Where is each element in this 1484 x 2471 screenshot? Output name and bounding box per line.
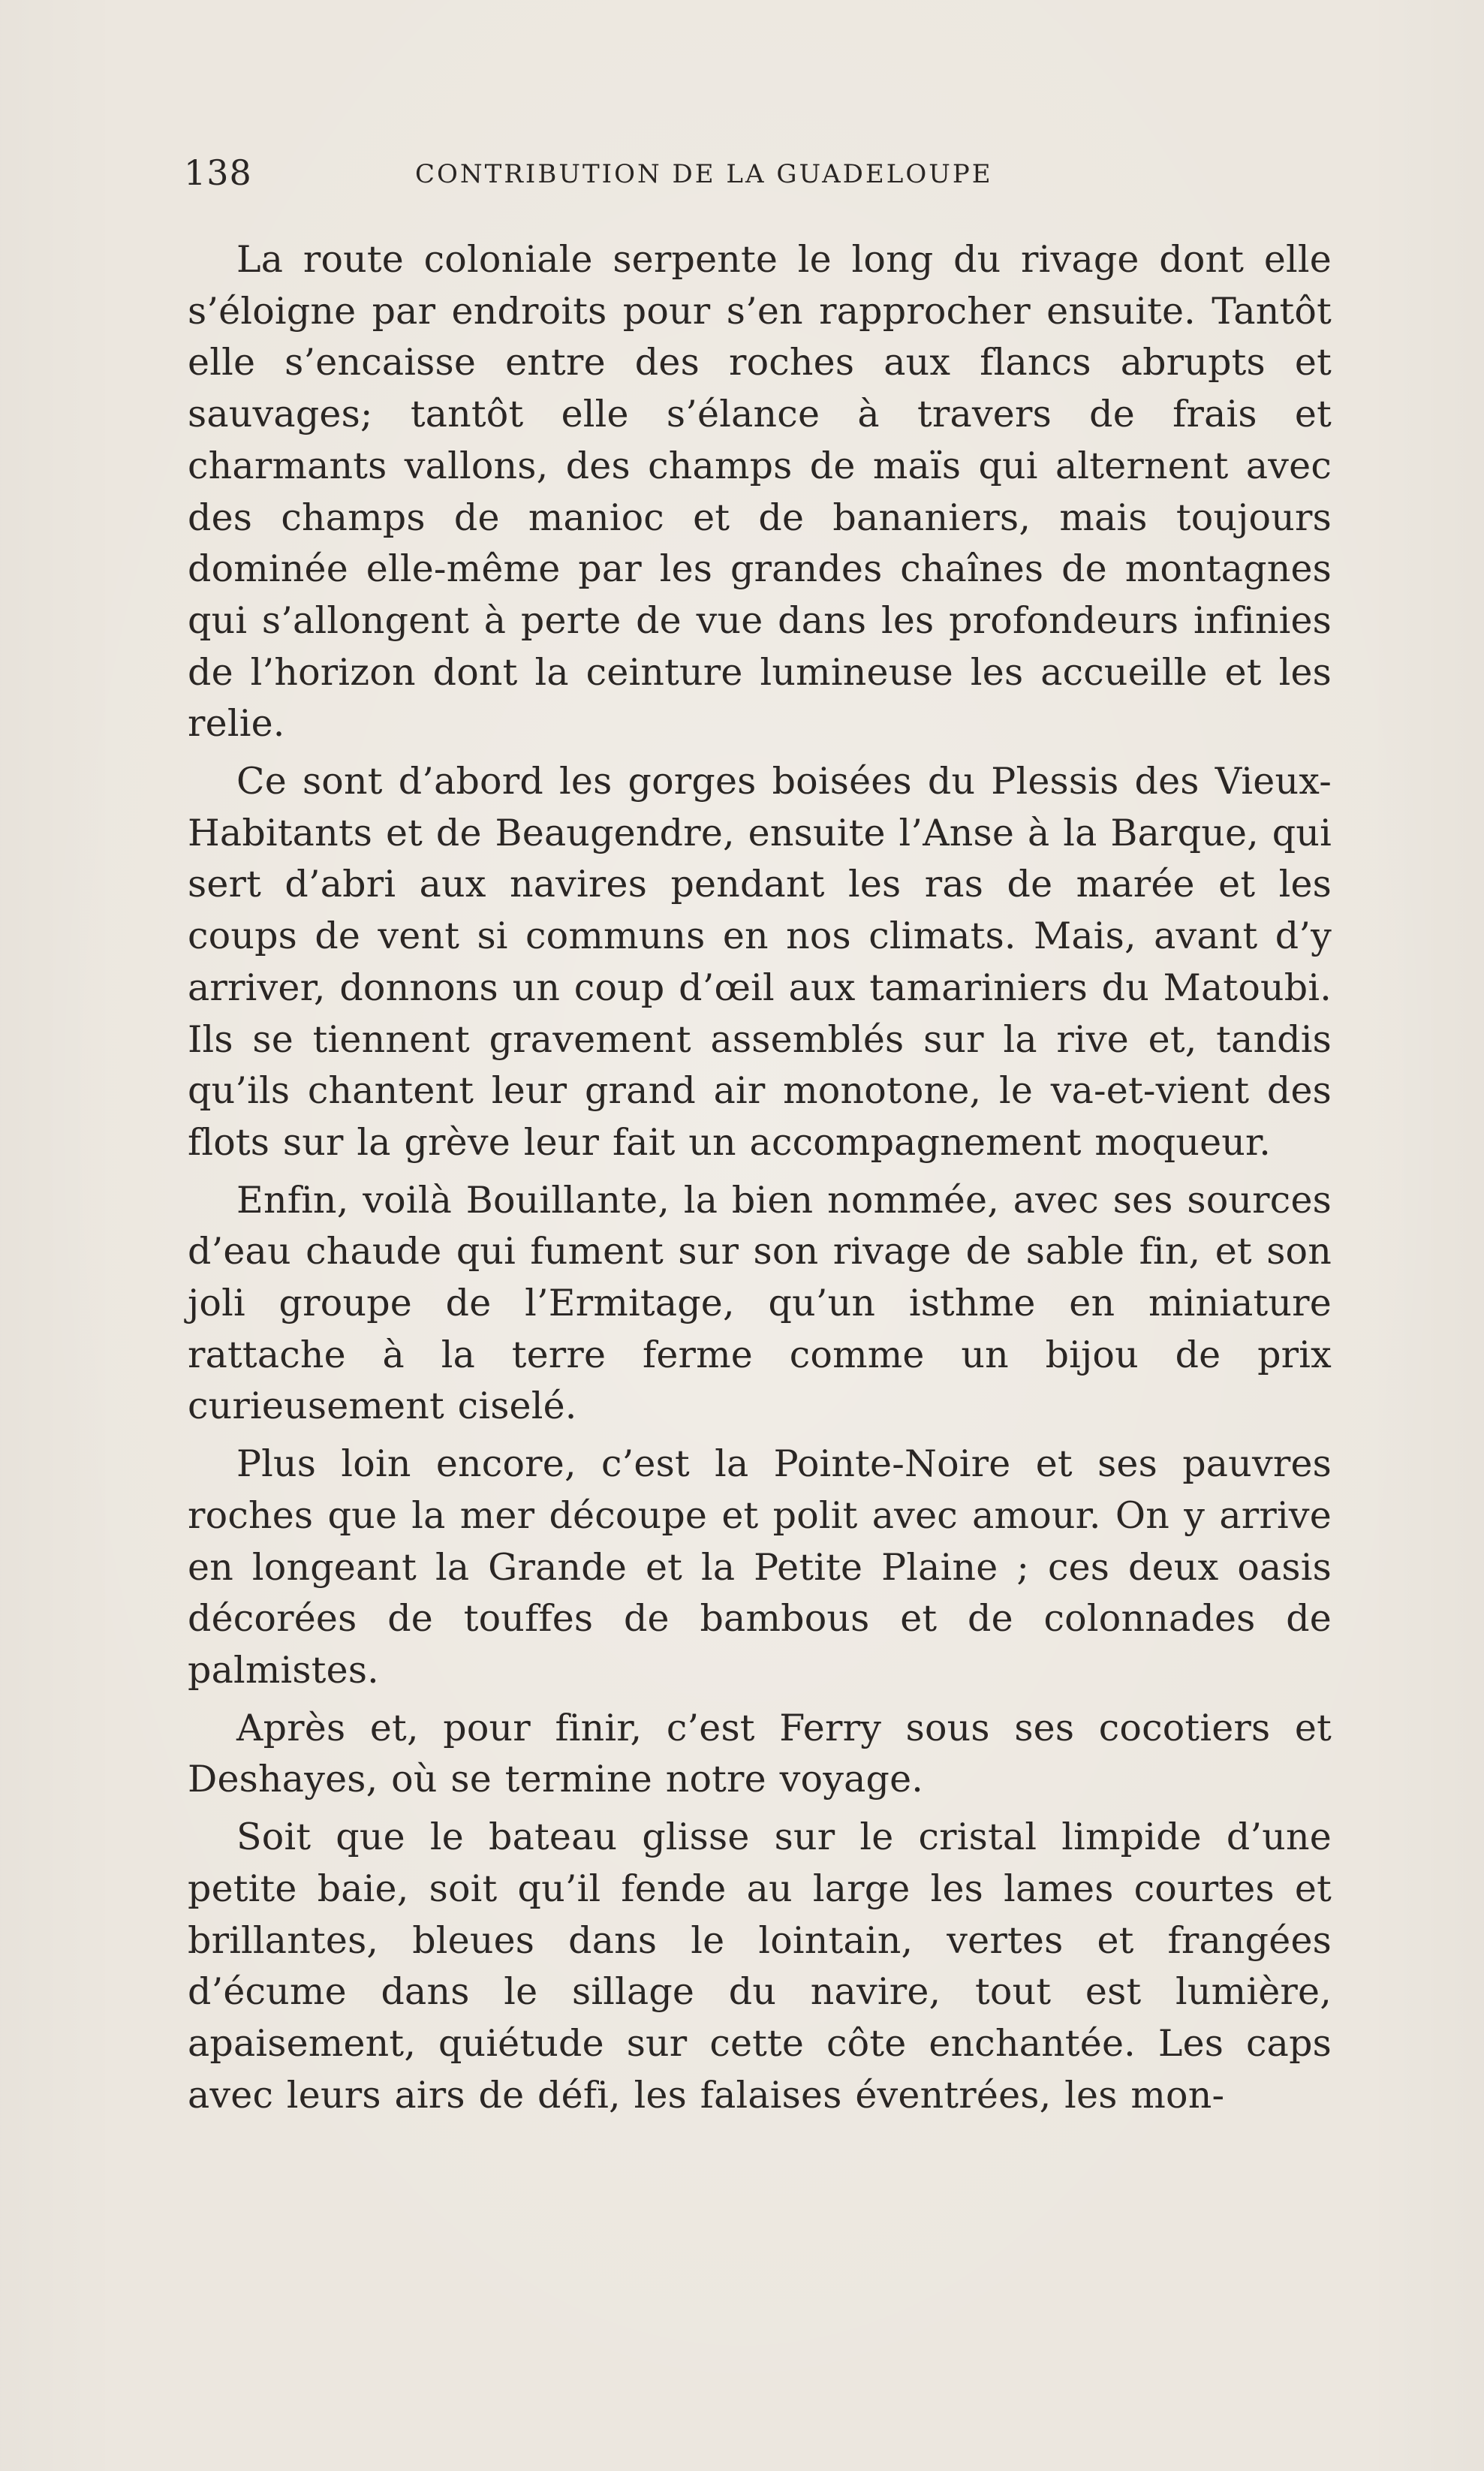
page-body (188, 234, 1332, 2121)
paragraph-2: Ce sont d’abord les gorges boisées du Plessis des Vieux-Habitants et de Beaugendre, ensuite l’Anse à la Barque, qui sert d’abri aux navires pendant les ras de marée et les coups de vent si communs en nos climats. Mais, avant d’y arriver, donnons un coup d’œil aux tamariniers du Matoubi. Ils se tiennent gravement assemblés sur la rive et, tandis qu’ils chantent leur grand air monotone, le va-et-vient des flots sur la grève leur fait un accompagnement moqueur. (188, 760, 1332, 1164)
page-number: 138 (184, 152, 252, 193)
paragraph-6: Soit que le bateau glisse sur le cristal limpide d’une petite baie, soit qu’il fende au large les lames courtes et brillantes, bleues dans le lointain, vertes et frangées d’écume dans le sillage du navire, tout est lumière, apaisement, quiétude sur cette côte enchantée. Les caps avec leurs airs de défi, les falaises éventrées, les mon- (188, 1816, 1332, 2117)
paragraph-5: Après et, pour finir, c’est Ferry sous ses cocotiers et Deshayes, où se termine notre voyage. (188, 1706, 1332, 1801)
paragraph-3: Enfin, voilà Bouillante, la bien nommée, avec ses sources d’eau chaude qui fument sur son rivage de sable fin, et son joli groupe de l’Ermitage, qu’un isthme en miniature rattache à la terre ferme comme un bijou de prix curieusement ciselé. (188, 1178, 1332, 1428)
running-head: CONTRIBUTION DE LA GUADELOUPE (415, 159, 993, 189)
page-header (184, 152, 1100, 197)
paragraph-4: Plus loin encore, c’est la Pointe-Noire et ses pauvres roches que la mer découpe et polit avec amour. On y arrive en longeant la Grande et la Petite Plaine ; ces deux oasis décorées de touffes de bambous et de colonnades de palmistes. (188, 1442, 1332, 1692)
paragraph-1: La route coloniale serpente le long du rivage dont elle s’éloigne par endroits pour s’en rapprocher ensuite. Tantôt elle s’encaisse entre des roches aux flancs abrupts et sauvages; tantôt elle s’élance à travers de frais et charmants vallons, des champs de maïs qui alternent avec des champs de manioc et de bananiers, mais toujours dominée elle-même par les grandes chaînes de montagnes qui s’allongent à perte de vue dans les profondeurs infinies de l’horizon dont la ceinture lumineuse les accueille et les relie. (188, 238, 1332, 746)
